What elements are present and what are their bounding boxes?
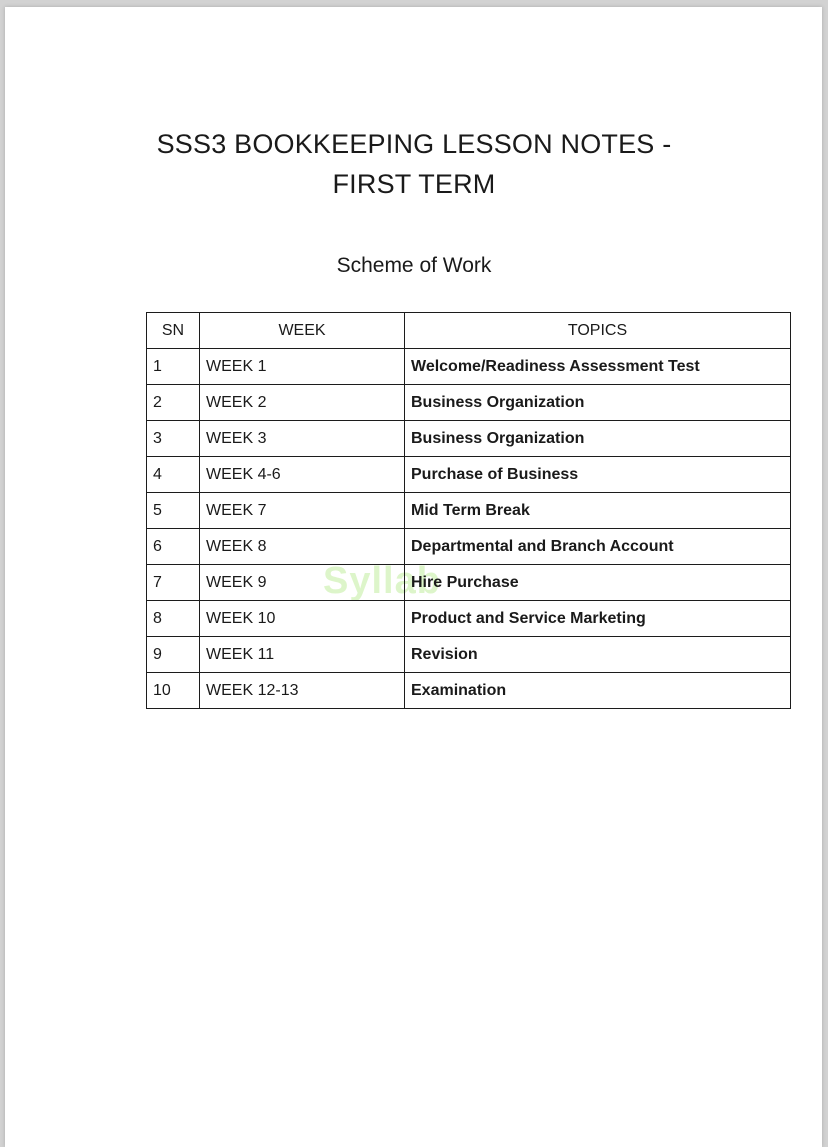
cell-week: WEEK 2: [200, 385, 405, 421]
cell-sn: 3: [147, 421, 200, 457]
cell-sn: 10: [147, 673, 200, 709]
cell-topic: Hire Purchase: [405, 565, 791, 601]
table-row: [147, 565, 791, 601]
cell-week: WEEK 8: [200, 529, 405, 565]
cell-topic: Examination: [405, 673, 791, 709]
cell-week: WEEK 9: [200, 565, 405, 601]
cell-week: WEEK 11: [200, 637, 405, 673]
table-header-row: [147, 313, 791, 349]
cell-sn: 4: [147, 457, 200, 493]
table-row: [147, 529, 791, 565]
header-topics: TOPICS: [405, 313, 791, 349]
cell-sn: 9: [147, 637, 200, 673]
table-row: [147, 421, 791, 457]
cell-topic: Welcome/Readiness Assessment Test: [405, 349, 791, 385]
cell-sn: 2: [147, 385, 200, 421]
cell-topic: Business Organization: [405, 421, 791, 457]
cell-sn: 8: [147, 601, 200, 637]
cell-week: WEEK 12-13: [200, 673, 405, 709]
watermark: Syllab: [323, 560, 441, 602]
table-row: [147, 493, 791, 529]
table-row: [147, 637, 791, 673]
cell-topic: Purchase of Business: [405, 457, 791, 493]
table-row: [147, 349, 791, 385]
title-line-2: FIRST TERM: [332, 169, 496, 199]
title-line-1: SSS3 BOOKKEEPING LESSON NOTES -: [156, 129, 672, 159]
document-title: [0, 124, 828, 204]
scheme-of-work-table: [146, 312, 791, 709]
cell-week: WEEK 10: [200, 601, 405, 637]
cell-sn: 1: [147, 349, 200, 385]
table-row: [147, 385, 791, 421]
cell-week: WEEK 4-6: [200, 457, 405, 493]
cell-sn: 7: [147, 565, 200, 601]
cell-topic: Mid Term Break: [405, 493, 791, 529]
cell-topic: Business Organization: [405, 385, 791, 421]
cell-sn: 6: [147, 529, 200, 565]
cell-week: WEEK 1: [200, 349, 405, 385]
cell-sn: 5: [147, 493, 200, 529]
table-row: [147, 457, 791, 493]
section-subtitle: Scheme of Work: [336, 254, 492, 277]
table-row: [147, 673, 791, 709]
cell-week: WEEK 3: [200, 421, 405, 457]
cell-topic: Departmental and Branch Account: [405, 529, 791, 565]
cell-week: WEEK 7: [200, 493, 405, 529]
table-row: [147, 601, 791, 637]
cell-topic: Revision: [405, 637, 791, 673]
header-sn: SN: [147, 313, 200, 349]
cell-topic: Product and Service Marketing: [405, 601, 791, 637]
header-week: WEEK: [200, 313, 405, 349]
